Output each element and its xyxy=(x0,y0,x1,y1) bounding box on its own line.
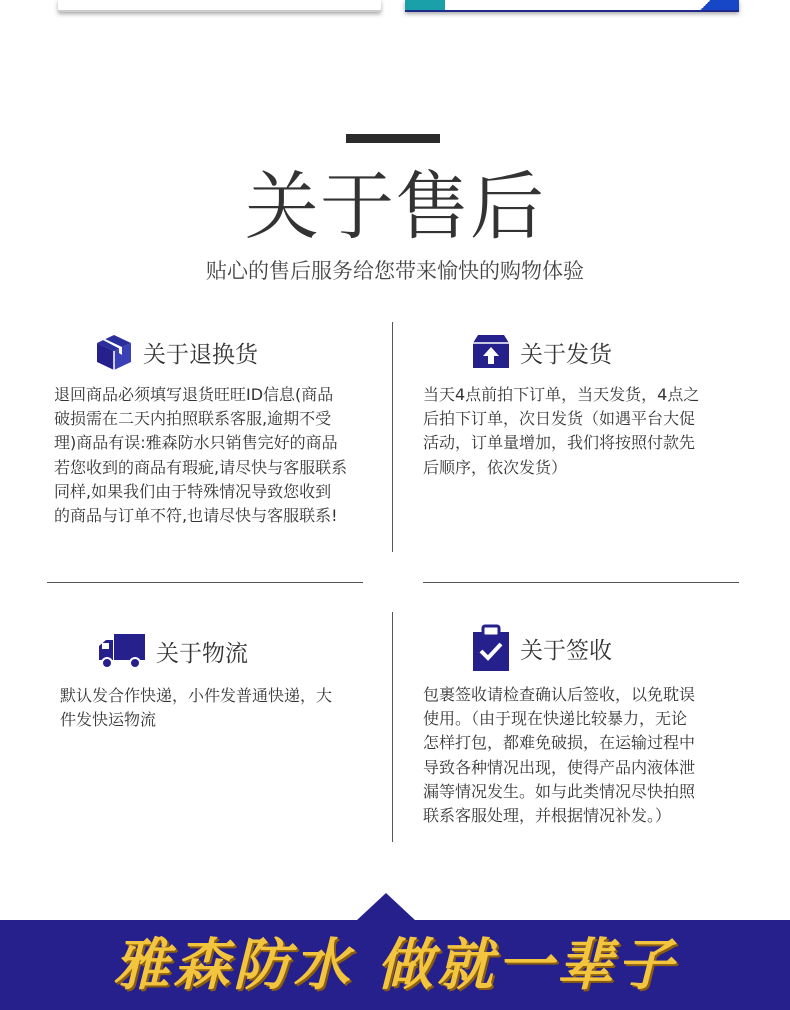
top-card-corner xyxy=(679,0,739,10)
shipping-title: 关于发货 xyxy=(520,341,612,368)
divider-vertical-top xyxy=(392,322,393,552)
returns-body: 退回商品必须填写退货旺旺ID信息(商品 破损需在二天内拍照联系客服,逾期不受 理)商品有误:雅森防水只销售完好的商品 若您收到的商品有瑕疵,请尽快与客服联系 同样,如果我们由于特殊情况导致您收到 的商品与订单不符,也请尽快与客服联系! xyxy=(54,385,348,526)
top-card-right xyxy=(405,0,739,12)
divider-vertical-bottom xyxy=(392,612,393,842)
receipt-body: 包裹签收请检查确认后签收，以免耽误 使用。（由于现在快递比较暴力，无论 怎样打包，都难免破损，在运输过程中 导致各种情况出现，使得产品内液体泄 漏等情况发生。如与此类情况尽快拍照 联系客服处理，并根据情况补发。） xyxy=(423,685,696,826)
shipping-body: 当天4点前拍下订单，当天发货，4点之 后拍下订单，次日发货（如遇平台大促 活动，订单量增加，我们将按照付款先 后顺序，依次发货） xyxy=(423,385,700,477)
page-subtitle: 贴心的售后服务给您带来愉快的购物体验 xyxy=(206,259,584,283)
footer-arrow xyxy=(356,893,416,921)
clipboard-check-icon xyxy=(472,624,510,672)
top-card-left xyxy=(58,0,381,12)
receipt-title: 关于签收 xyxy=(520,637,612,664)
divider-horizontal-right xyxy=(423,582,739,583)
shipping-header xyxy=(472,333,612,371)
logistics-body: 默认发合作快递，小件发普通快递，大 件发快运物流 xyxy=(60,686,333,730)
title-decor-bar xyxy=(346,134,440,143)
logistics-header xyxy=(98,632,248,670)
returns-title: 关于退换货 xyxy=(143,341,258,368)
page-title: 关于售后 xyxy=(245,164,545,250)
upload-box-icon xyxy=(472,333,510,371)
logistics-title: 关于物流 xyxy=(156,640,248,667)
receipt-header xyxy=(472,624,612,672)
footer-slogan: 雅森防水 做就一辈子 xyxy=(113,932,677,998)
truck-icon xyxy=(98,632,146,670)
divider-horizontal-left xyxy=(47,582,363,583)
returns-header xyxy=(95,333,258,371)
box-icon xyxy=(95,333,133,371)
